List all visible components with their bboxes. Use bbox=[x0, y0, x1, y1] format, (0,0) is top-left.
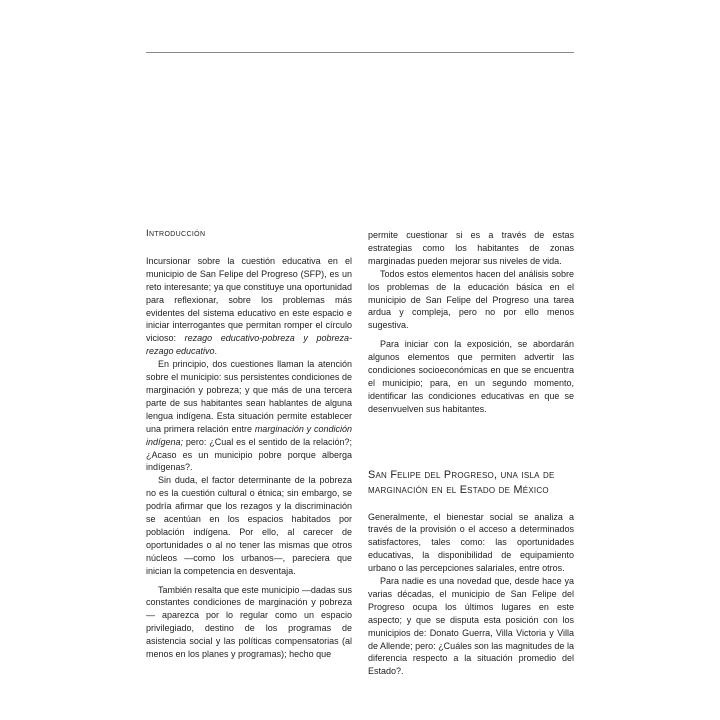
text-run: Incursionar sobre la cuestión educativa en el municipio de San Felipe del Progreso (SFP), es un reto interesante; ya que constituye una oportunidad para reflexionar, sobre los problemas más evidentes del sistema educativo en este espacio e iniciar interrogantes que permitan romper el círculo vicioso: bbox=[146, 255, 352, 344]
right-column bbox=[368, 229, 574, 678]
paragraph: Para iniciar con la exposición, se abordarán algunos elementos que permiten advertir las condiciones socioeconómicas en que se encuentra el municipio; para, en un segundo momento, identificar las condiciones educativas en que se desenvuelven sus habitantes. bbox=[368, 339, 574, 414]
text-run: . bbox=[214, 346, 218, 357]
top-rule bbox=[146, 52, 574, 53]
paragraph bbox=[146, 255, 352, 358]
section-heading-introduccion: Introducción bbox=[146, 228, 206, 239]
italic-text: rezago educativo-pobreza y pobreza-rezago educativo bbox=[146, 333, 352, 357]
italic-text: marginación y condición indígena; bbox=[146, 423, 352, 447]
paragraph: permite cuestionar si es a través de estas estrategias como los habitantes de zonas marginadas pueden mejorar sus niveles de vida. bbox=[368, 230, 574, 266]
paragraph bbox=[146, 358, 352, 474]
paragraph: Todos estos elementos hacen del análisis sobre los problemas de la educación básica en el municipio de San Felipe del Progreso una tarea ardua y compleja, pero no por ello menos sugestiva. bbox=[368, 268, 574, 331]
text-run: En principio, dos cuestiones llaman la atención sobre el municipio: sus persistentes condiciones de marginación y pobreza; y que más de una tercera parte de sus habitantes sean hablantes de alguna lengua indígena. Esta situación permite establecer una primera relación entre bbox=[146, 359, 352, 434]
paragraph: Generalmente, el bienestar social se analiza a través de la provisión o el acceso a determinados satisfactores, tales como: las oportunidades educativas, la disponibilidad de equipamiento urbano o las percepciones salariales, entre otros. bbox=[368, 511, 574, 574]
text-run: pero: ¿Cual es el sentido de la relación?; ¿Acaso es un municipio pobre porque alberga indígenas?. bbox=[146, 436, 352, 473]
paragraph: Para nadie es una novedad que, desde hace ya varias décadas, el municipio de San Felipe del Progreso ocupa los últimos lugares en este aspecto; y que se disputa esta posición con los municipios de: Donato Guerra, Villa Victoria y Villa de Allende; pero: ¿Cuáles son las magnitudes de la diferencia respecto a la situación promedio del Estado?. bbox=[368, 576, 574, 677]
left-column bbox=[146, 228, 352, 661]
section-heading-san-felipe: San Felipe del Progreso, una isla de marginación en el Estado de México bbox=[368, 468, 555, 497]
paragraph: Sin duda, el factor determinante de la pobreza no es la cuestión cultural o étnica; sin embargo, se podría afirmar que los rezagos y la discriminación se acentúan en los espacios habitados por población indígena. Por ello, al carecer de oportunidades o al no tener las mismas que otros núcleos —como los urbanos—, pareciera que inician la competencia en desventaja. bbox=[146, 475, 352, 576]
paragraph: También resalta que este municipio —dadas sus constantes condiciones de marginación y pobreza— aparezca por lo regular como un espacio privilegiado, destino de los programas de asistencia social y las políticas compensatorias (al menos en los planes y programas); hecho que bbox=[146, 584, 352, 660]
